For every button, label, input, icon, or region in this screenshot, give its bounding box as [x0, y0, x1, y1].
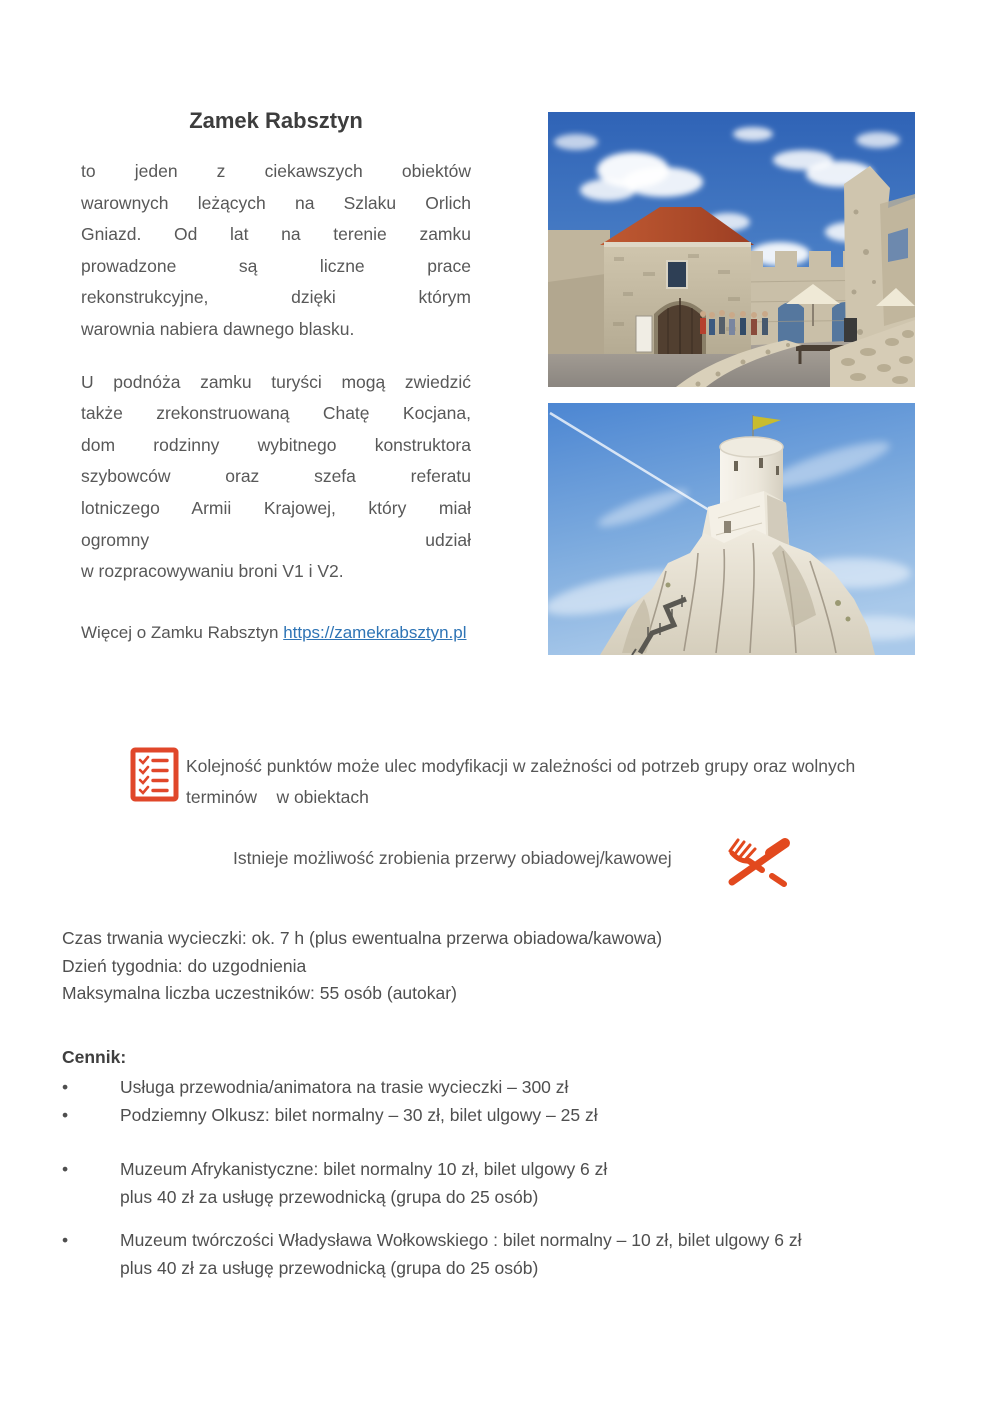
castle-tower-photo: [548, 403, 915, 655]
castle-courtyard-photo: [548, 112, 915, 387]
paragraph-2: [81, 367, 471, 588]
trip-detail-line: Maksymalna liczba uczestników: 55 osób (autokar): [62, 983, 457, 1004]
meal-break-note: Istnieje możliwość zrobienia przerwy obiadowej/kawowej: [233, 848, 672, 868]
modification-note: [186, 751, 900, 813]
bullet-marker: •: [62, 1077, 69, 1097]
article-body: [81, 156, 471, 609]
trip-details: [62, 925, 662, 1008]
more-info-line: [81, 623, 467, 643]
price-item: [62, 1226, 922, 1283]
paragraph-line: warownia nabiera dawnego blasku.: [81, 318, 355, 339]
paragraph-line: szybowców oraz szefa referatu: [81, 466, 471, 487]
bullet-marker: •: [62, 1229, 69, 1250]
bullet-marker: •: [62, 1105, 69, 1126]
paragraph-line: Gniazd. Od lat na terenie zamku: [81, 224, 471, 245]
price-line: Muzeum twórczości Władysława Wołkowskiego : bilet normalny – 10 zł, bilet ulgowy 6 zł: [120, 1229, 802, 1250]
pricing-section: [62, 1044, 922, 1282]
price-line: Podziemny Olkusz: bilet normalny – 30 zł, bilet ulgowy – 25 zł: [120, 1105, 598, 1126]
paragraph-line: U podnóża zamku turyści mogą zwiedzić: [81, 371, 471, 392]
price-line: plus 40 zł za usługę przewodnicką (grupa do 25 osób): [120, 1187, 539, 1208]
paragraph-line: warownych leżących na Szlaku Orlich: [81, 192, 471, 213]
price-item: [62, 1155, 922, 1212]
fork-knife-icon: [722, 834, 796, 888]
note-line: terminów w obiektach: [186, 787, 369, 807]
paragraph-line: rekonstrukcyjne, dzięki którym: [81, 287, 471, 308]
paragraph-line: prowadzone są liczne prace: [81, 255, 471, 276]
pricing-heading: Cennik:: [62, 1047, 127, 1067]
price-item: [62, 1073, 922, 1101]
more-info-label: Więcej o Zamku Rabsztyn: [81, 623, 284, 642]
price-line: plus 40 zł za usługę przewodnicką (grupa do 25 osób): [120, 1258, 539, 1279]
bullet-marker: •: [62, 1158, 69, 1179]
note-line: Kolejność punktów może ulec modyfikacji w zależności od potrzeb grupy oraz wolnych: [186, 756, 856, 776]
paragraph-1: [81, 156, 471, 346]
paragraph-line: to jeden z ciekawszych obiektów: [81, 161, 471, 181]
paragraph-line: ogromny udział: [81, 529, 471, 550]
paragraph-line: dom rodzinny wybitnego konstruktora: [81, 434, 471, 455]
trip-detail-line: Czas trwania wycieczki: ok. 7 h (plus ewentualna przerwa obiadowa/kawowa): [62, 928, 663, 948]
checklist-icon: [127, 746, 182, 803]
page-title: Zamek Rabsztyn: [189, 108, 363, 133]
price-item: [62, 1101, 922, 1129]
website-link[interactable]: https://zamekrabsztyn.pl: [283, 623, 467, 642]
paragraph-line: w rozpracowywaniu broni V1 i V2.: [81, 561, 344, 582]
price-line: Muzeum Afrykanistyczne: bilet normalny 10 zł, bilet ulgowy 6 zł: [120, 1158, 608, 1179]
paragraph-line: lotniczego Armii Krajowej, który miał: [81, 497, 471, 518]
trip-detail-line: Dzień tygodnia: do uzgodnienia: [62, 955, 307, 976]
price-line: Usługa przewodnia/animatora na trasie wycieczki – 300 zł: [120, 1077, 569, 1097]
paragraph-line: także zrekonstruowaną Chatę Kocjana,: [81, 403, 471, 424]
